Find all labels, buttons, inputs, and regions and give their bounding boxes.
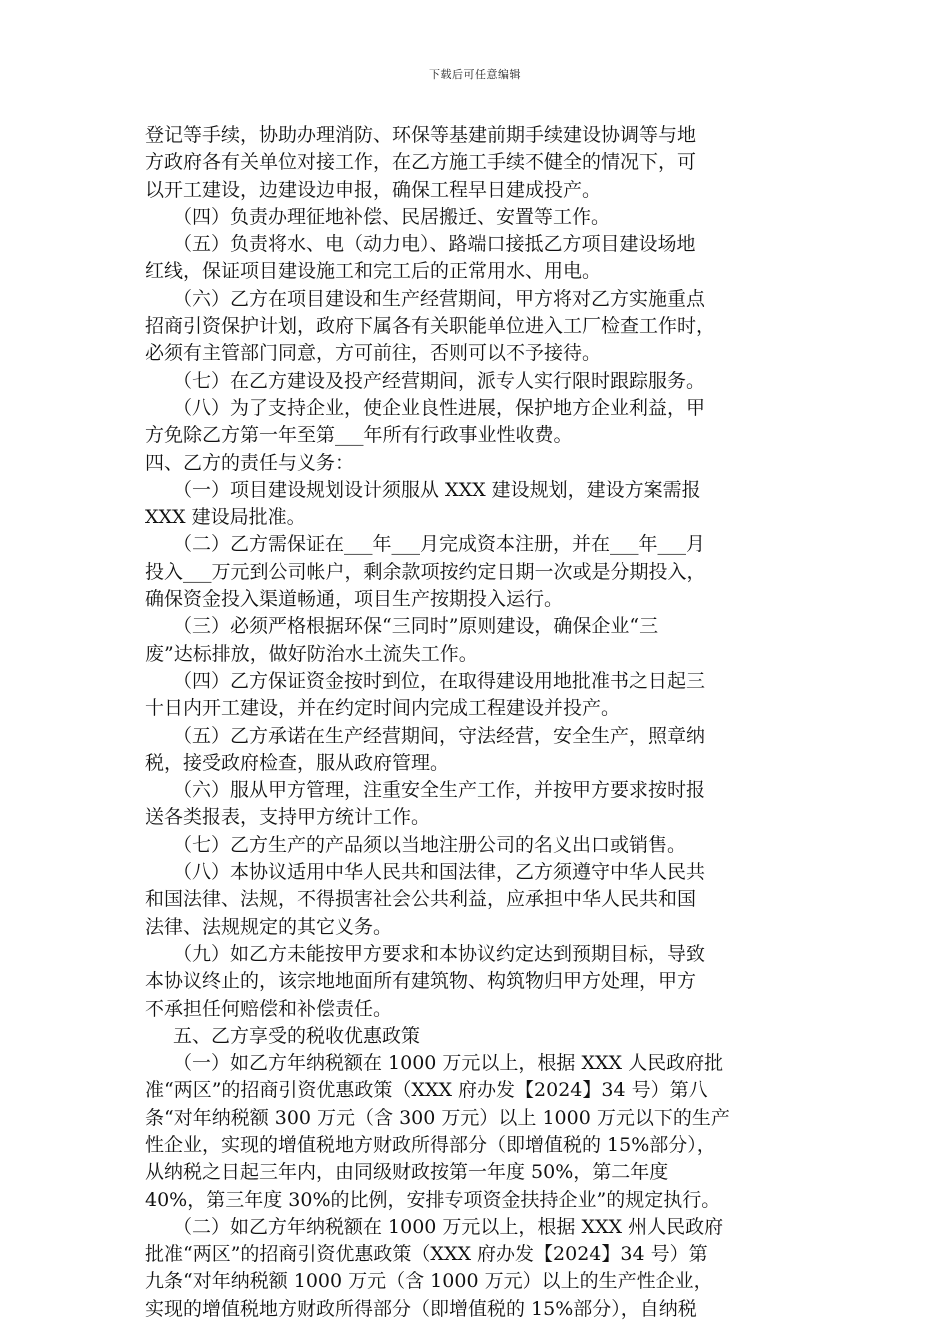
text-line: 方免除乙方第一年至第___年所有行政事业性收费。 [145, 424, 573, 447]
text-line: （七）在乙方建设及投产经营期间，派专人实行限时跟踪服务。 [173, 369, 706, 392]
text-line: 以开工建设，边建设边申报，确保工程早日建成投产。 [145, 178, 602, 201]
text-line: （六）乙方在项目建设和生产经营期间，甲方将对乙方实施重点 [173, 287, 706, 310]
text-line: （七）乙方生产的产品须以当地注册公司的名义出口或销售。 [173, 833, 687, 856]
text-line: 从纳税之日起三年内，由同级财政按第一年度 50%，第二年度 [145, 1161, 669, 1184]
text-line: 送各类报表，支持甲方统计工作。 [145, 806, 431, 829]
text-line: 投入___万元到公司帐户，剩余款项按约定日期一次或是分期投入， [145, 560, 706, 583]
text-line: 准“两区”的招商引资优惠政策（XXX 府办发【2024】34 号）第八 [145, 1079, 708, 1102]
text-line: 批准“两区”的招商引资优惠政策（XXX 府办发【2024】34 号）第 [145, 1243, 708, 1266]
text-line: 必须有主管部门同意，方可前往，否则可以不予接待。 [145, 342, 602, 365]
text-line: （二）乙方需保证在___年___月完成资本注册，并在___年___月 [173, 533, 706, 556]
text-line: （二）如乙方年纳税额在 1000 万元以上，根据 XXX 州人民政府 [173, 1215, 724, 1238]
page-header: 下载后可任意编辑 [429, 68, 521, 81]
text-line: 不承担任何赔偿和补偿责任。 [145, 997, 393, 1020]
text-line: 性企业，实现的增值税地方财政所得部分（即增值税的 15%部分）， [145, 1133, 716, 1156]
text-line: 九条“对年纳税额 1000 万元（含 1000 万元）以上的生产性企业， [145, 1270, 713, 1293]
text-line: 40%，第三年度 30%的比例，安排专项资金扶持企业”的规定执行。 [145, 1188, 721, 1211]
text-line: （六）服从甲方管理，注重安全生产工作，并按甲方要求按时报 [173, 779, 706, 802]
text-line: 方政府各有关单位对接工作，在乙方施工手续不健全的情况下，可 [145, 151, 697, 174]
text-line: （一）如乙方年纳税额在 1000 万元以上，根据 XXX 人民政府批 [173, 1052, 724, 1075]
text-line: （四）负责办理征地补偿、民居搬迁、安置等工作。 [173, 205, 611, 228]
text-line: 条“对年纳税额 300 万元（含 300 万元）以上 1000 万元以下的生产 [145, 1106, 730, 1129]
text-line: 废”达标排放，做好防治水土流失工作。 [145, 642, 478, 665]
text-line: （九）如乙方未能按甲方要求和本协议约定达到预期目标，导致 [173, 942, 706, 965]
text-line: 确保资金投入渠道畅通，项目生产按期投入运行。 [145, 588, 564, 611]
text-line: （一）项目建设规划设计须服从 XXX 建设规划，建设方案需报 [173, 478, 701, 501]
text-line: 十日内开工建设，并在约定时间内完成工程建设并投产。 [145, 697, 621, 720]
text-line: （五）负责将水、电（动力电）、路端口接抵乙方项目建设场地 [173, 233, 696, 256]
text-line: 红线，保证项目建设施工和完工后的正常用水、用电。 [145, 260, 602, 283]
document-body [145, 122, 810, 1323]
text-line: 招商引资保护计划，政府下属各有关职能单位进入工厂检查工作时， [145, 315, 716, 338]
text-line: XXX 建设局批准。 [145, 506, 306, 529]
text-line: 登记等手续，协助办理消防、环保等基建前期手续建设协调等与地 [145, 124, 697, 146]
text-line: （五）乙方承诺在生产经营期间，守法经营，安全生产，照章纳 [173, 724, 706, 747]
text-line: （八）本协议适用中华人民共和国法律，乙方须遵守中华人民共 [173, 861, 706, 884]
text-line: （四）乙方保证资金按时到位，在取得建设用地批准书之日起三 [173, 669, 706, 692]
text-line: （三）必须严格根据环保“三同时”原则建设，确保企业“三 [173, 615, 659, 638]
text-line: 税，接受政府检查，服从政府管理。 [145, 751, 450, 774]
text-line: 实现的增值税地方财政所得部分（即增值税的 15%部分），自纳税 [145, 1297, 697, 1320]
text-line: 本协议终止的，该宗地地面所有建筑物、构筑物归甲方处理，甲方 [145, 970, 697, 993]
text-line: 四、乙方的责任与义务： [145, 451, 355, 474]
text-line: 和国法律、法规，不得损害社会公共利益，应承担中华人民共和国 [145, 888, 697, 911]
text-line: （八）为了支持企业，使企业良性进展，保护地方企业利益，甲 [173, 396, 706, 419]
text-line: 五、乙方享受的税收优惠政策 [173, 1024, 421, 1047]
text-line: 法律、法规规定的其它义务。 [145, 915, 393, 938]
